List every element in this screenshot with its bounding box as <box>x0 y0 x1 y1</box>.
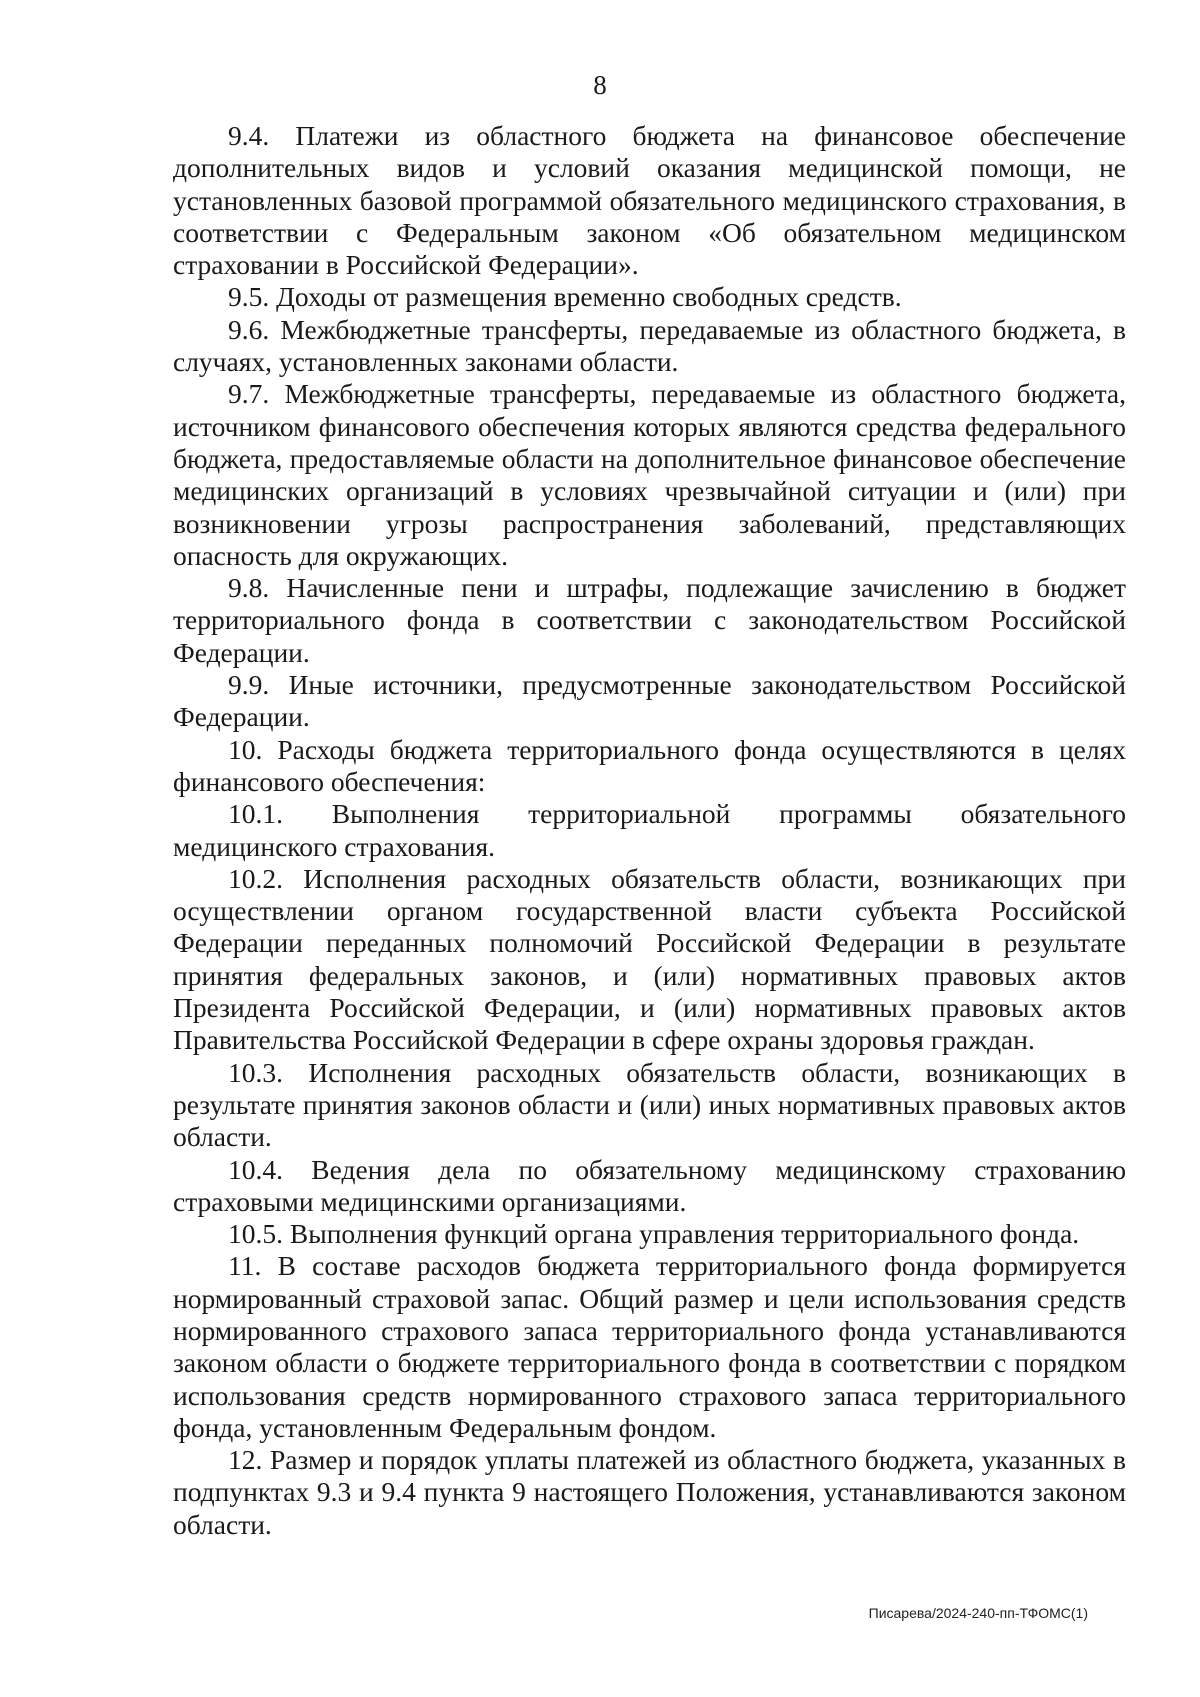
paragraph-10-2: 10.2. Исполнения расходных обязательств области, возникающих при осуществлении органом государственной власти субъекта Российской Федерации переданных полномочий Российской Федерации в результате принятия федеральных законов, и (или) нормативных правовых актов Президента Российской Федерации, и (или) нормативных правовых актов Правительства Российской Федерации в сфере охраны здоровья граждан. <box>173 862 1126 1056</box>
paragraph-9-7: 9.7. Межбюджетные трансферты, передаваемые из областного бюджета, источником финансового обеспечения которых являются средства федерального бюджета, предоставляемые области на дополнительное финансовое обеспечение медицинских организаций в условиях чрезвычайной ситуации и (или) при возникновении угрозы распространения заболеваний, представляющих опасность для окружающих. <box>173 378 1126 571</box>
paragraph-12: 12. Размер и порядок уплаты платежей из областного бюджета, указанных в подпунктах 9.3 и 9.4 пункта 9 настоящего Положения, устанавливаются законом области. <box>173 1444 1126 1540</box>
paragraph-9-8: 9.8. Начисленные пени и штрафы, подлежащие зачислению в бюджет территориального фонда в соответствии с законодательством Российской Федерации. <box>173 572 1126 668</box>
paragraph-9-4: 9.4. Платежи из областного бюджета на финансовое обеспечение дополнительных видов и условий оказания медицинской помощи, не установленных базовой программой обязательного медицинского страхования, в соответствии с Федеральным законом «Об обязательном медицинском страховании в Российской Федерации». <box>173 120 1126 281</box>
paragraph-11: 11. В составе расходов бюджета территориального фонда формируется нормированный страховой запас. Общий размер и цели использования средств нормированного страхового запаса территориального фонда устанавливаются законом области о бюджете территориального фонда в соответствии с порядком использования средств нормированного страхового запаса территориального фонда, установленным Федеральным фондом. <box>173 1250 1126 1443</box>
paragraph-9-6: 9.6. Межбюджетные трансферты, передаваемые из областного бюджета, в случаях, установленных законами области. <box>173 313 1126 378</box>
document-footer-code: Писарева/2024-240-пп-ТФОМС(1) <box>868 1605 1088 1621</box>
paragraph-10-1: 10.1. Выполнения территориальной программы обязательного медицинского страхования. <box>173 798 1126 862</box>
paragraph-10-4: 10.4. Ведения дела по обязательному медицинскому страхованию страховыми медицинскими организациями. <box>173 1153 1126 1217</box>
paragraph-9-9: 9.9. Иные источники, предусмотренные законодательством Российской Федерации. <box>173 669 1126 733</box>
paragraph-10-3: 10.3. Исполнения расходных обязательств области, возникающих в результате принятия законов области и (или) иных нормативных правовых актов области. <box>173 1056 1126 1153</box>
paragraph-9-5: 9.5. Доходы от размещения временно свободных средств. <box>228 281 902 313</box>
paragraph-10: 10. Расходы бюджета территориального фонда осуществляются в целях финансового обеспечения: <box>173 733 1126 797</box>
document-body <box>173 120 1126 1541</box>
page-number: 8 <box>593 70 607 100</box>
paragraph-10-5: 10.5. Выполнения функций органа управления территориального фонда. <box>228 1218 1080 1250</box>
